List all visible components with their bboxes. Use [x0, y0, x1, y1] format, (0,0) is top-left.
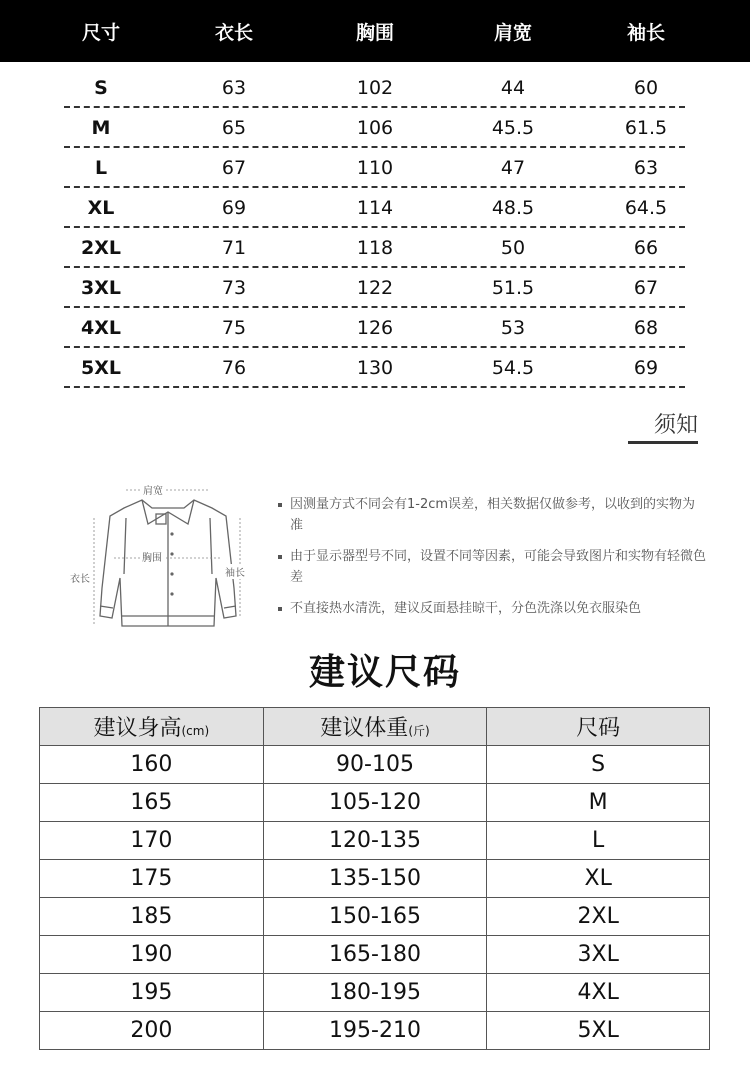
size-value: 50: [500, 237, 526, 259]
size-cell: 4XL: [487, 974, 710, 1012]
size-value: 67: [633, 277, 659, 299]
size-cell: XL: [487, 860, 710, 898]
size-label: 4XL: [81, 317, 121, 339]
size-value: 45.5: [491, 117, 535, 139]
size-value: 65: [221, 117, 247, 139]
size-value: 51.5: [491, 277, 535, 299]
size-value: 44: [500, 77, 526, 99]
height-cell: 200: [40, 1012, 264, 1050]
header-weight-unit: (斤): [408, 724, 430, 738]
size-value: 47: [500, 157, 526, 179]
header-weight-label: 建议体重: [320, 716, 409, 741]
height-cell: 165: [40, 784, 264, 822]
weight-cell: 135-150: [263, 860, 487, 898]
size-cell: 2XL: [487, 898, 710, 936]
recommend-title: 建议尺码: [308, 652, 461, 693]
header-sleeve: 袖长: [626, 21, 666, 44]
weight-cell: 90-105: [263, 746, 487, 784]
weight-cell: 120-135: [263, 822, 487, 860]
recommend-row: [40, 1012, 710, 1050]
recommend-row: [40, 974, 710, 1012]
size-chart-rows: [0, 68, 750, 388]
header-height: [40, 708, 264, 746]
jacket-diagram: [64, 478, 272, 638]
size-label: M: [91, 117, 111, 139]
notice-list: [277, 494, 707, 627]
weight-cell: 195-210: [263, 1012, 487, 1050]
height-cell: 190: [40, 936, 264, 974]
header-height-unit: (cm): [181, 724, 210, 738]
weight-cell: 150-165: [263, 898, 487, 936]
header-shoulder: 肩宽: [493, 21, 533, 44]
size-label: 2XL: [81, 237, 121, 259]
header-length: 衣长: [214, 21, 254, 44]
size-value: 69: [633, 357, 659, 379]
header-size-code: [487, 708, 710, 746]
header-weight: [263, 708, 487, 746]
size-value: 61.5: [624, 117, 668, 139]
size-value: 106: [356, 117, 394, 139]
header-size-code-label: 尺码: [576, 716, 621, 741]
size-cell: M: [487, 784, 710, 822]
recommend-table: [39, 707, 710, 1050]
recommend-header-row: [40, 708, 710, 746]
size-chart-row: [0, 148, 750, 188]
diagram-label-chest: 胸围: [140, 549, 164, 564]
size-value: 130: [356, 357, 394, 379]
size-chart-row: [0, 228, 750, 268]
size-value: 60: [633, 77, 659, 99]
size-chart-row: [0, 68, 750, 108]
recommend-row: [40, 860, 710, 898]
notice-item: 由于显示器型号不同，设置不同等因素，可能会导致图片和实物有轻微色差: [277, 546, 707, 588]
diagram-label-sleeve: 袖长: [225, 564, 245, 579]
size-value: 75: [221, 317, 247, 339]
size-label: S: [94, 77, 108, 99]
size-value: 63: [633, 157, 659, 179]
notice-item: 不直接热水清洗，建议反面悬挂晾干，分色洗涤以免衣服染色: [277, 598, 707, 619]
size-value: 66: [633, 237, 659, 259]
recommend-row: [40, 936, 710, 974]
size-value: 102: [356, 77, 394, 99]
size-value: 63: [221, 77, 247, 99]
header-height-label: 建议身高: [93, 716, 182, 741]
size-chart-row: [0, 108, 750, 148]
size-chart-header: [0, 0, 750, 62]
notice-title: 须知: [628, 406, 698, 444]
height-cell: 170: [40, 822, 264, 860]
height-cell: 195: [40, 974, 264, 1012]
diagram-label-shoulder: 肩宽: [141, 482, 165, 497]
size-value: 126: [356, 317, 394, 339]
size-chart-row: [0, 348, 750, 388]
height-cell: 185: [40, 898, 264, 936]
size-chart-row: [0, 188, 750, 228]
weight-cell: 165-180: [263, 936, 487, 974]
jacket-icon: [64, 478, 272, 638]
size-value: 76: [221, 357, 247, 379]
size-label: 3XL: [81, 277, 121, 299]
size-cell: S: [487, 746, 710, 784]
size-cell: L: [487, 822, 710, 860]
recommend-row: [40, 746, 710, 784]
recommend-row: [40, 822, 710, 860]
size-cell: 5XL: [487, 1012, 710, 1050]
size-value: 69: [221, 197, 247, 219]
size-value: 64.5: [624, 197, 668, 219]
height-cell: 160: [40, 746, 264, 784]
size-value: 73: [221, 277, 247, 299]
size-value: 122: [356, 277, 394, 299]
header-chest: 胸围: [355, 21, 395, 44]
recommend-row: [40, 784, 710, 822]
size-value: 114: [356, 197, 394, 219]
weight-cell: 105-120: [263, 784, 487, 822]
diagram-label-length: 衣长: [70, 570, 90, 585]
size-chart-row: [0, 268, 750, 308]
size-chart-row: [0, 308, 750, 348]
size-value: 110: [356, 157, 394, 179]
size-value: 54.5: [491, 357, 535, 379]
size-value: 71: [221, 237, 247, 259]
size-label: 5XL: [81, 357, 121, 379]
size-value: 48.5: [491, 197, 535, 219]
size-value: 118: [356, 237, 394, 259]
size-value: 53: [500, 317, 526, 339]
size-label: L: [94, 157, 108, 179]
size-value: 67: [221, 157, 247, 179]
notice-item: 因测量方式不同会有1-2cm误差，相关数据仅做参考，以收到的实物为准: [277, 494, 707, 536]
size-label: XL: [87, 197, 115, 219]
size-value: 68: [633, 317, 659, 339]
weight-cell: 180-195: [263, 974, 487, 1012]
recommend-row: [40, 898, 710, 936]
size-cell: 3XL: [487, 936, 710, 974]
height-cell: 175: [40, 860, 264, 898]
header-size: 尺寸: [81, 21, 121, 44]
